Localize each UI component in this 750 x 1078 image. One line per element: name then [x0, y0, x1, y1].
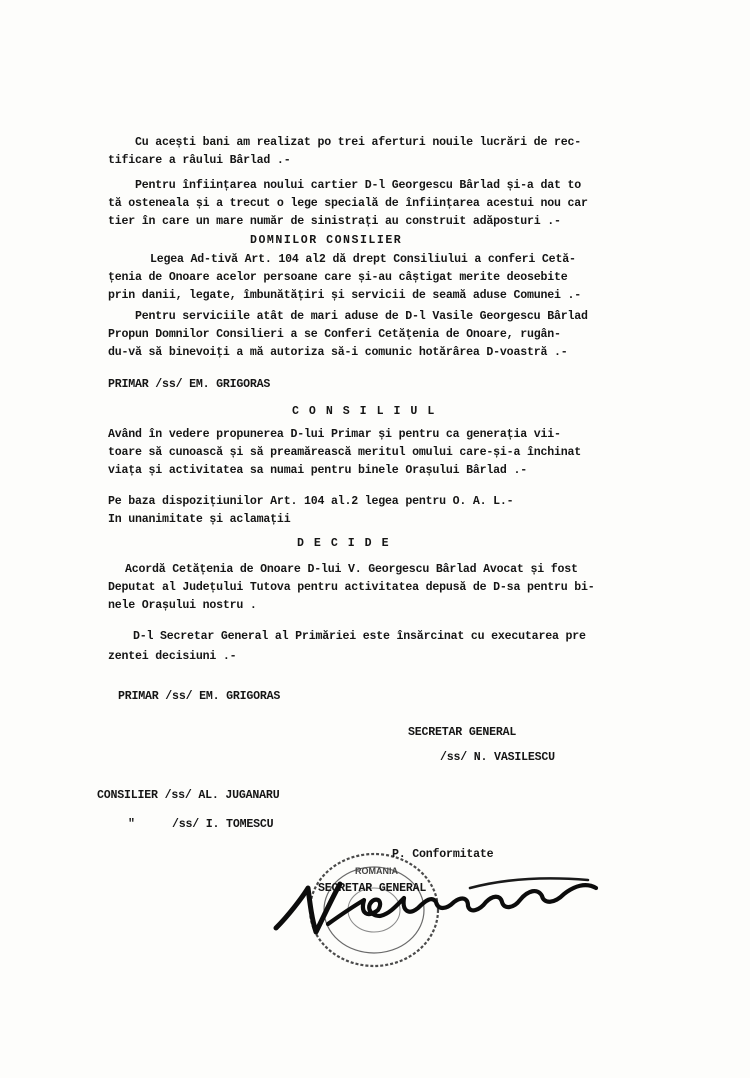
secretar-general-title: SECRETAR GENERAL	[408, 726, 517, 739]
paragraph-line: Propun Domnilor Consilieri a se Conferi Cetățenia de Onoare, rugân-	[108, 328, 561, 341]
paragraph-line: Deputat al Județului Tutova pentru activitatea depusă de D-sa pentru bi-	[108, 581, 595, 594]
paragraph-line: viața și activitatea sa numai pentru binele Orașului Bârlad .-	[108, 464, 527, 477]
consilier-signature-line: /ss/ I. TOMESCU	[172, 818, 274, 831]
paragraph-line: du-vă să binevoiți a mă autoriza să-i comunic hotărârea D-voastră .-	[108, 346, 568, 359]
secretar-general-name: /ss/ N. VASILESCU	[440, 751, 555, 764]
paragraph-line: Pentru înființarea noului cartier D-l Georgescu Bârlad și-a dat to	[135, 179, 581, 192]
paragraph-line: zentei decisiuni .-	[108, 650, 237, 663]
heading-consiliul: C O N S I L I U L	[292, 405, 436, 418]
heading-decide: D E C I D E	[297, 537, 391, 550]
paragraph-line: In unanimitate și aclamații	[108, 513, 291, 526]
seal-text: ROMANIA	[355, 866, 398, 876]
paragraph-line: Cu acești bani am realizat po trei aferturi nouile lucrări de rec-	[135, 136, 581, 149]
paragraph-line: tă osteneala și a trecut o lege specială de înființarea acestui nou car	[108, 197, 588, 210]
paragraph-line: tificare a râului Bârlad .-	[108, 154, 291, 167]
paragraph-line: Pe baza dispozițiunilor Art. 104 al.2 legea pentru O. A. L.-	[108, 495, 514, 508]
primar-signature-line: PRIMAR /ss/ EM. GRIGORAS	[118, 690, 281, 703]
primar-signature-line: PRIMAR /ss/ EM. GRIGORAS	[108, 378, 271, 391]
consilier-signature-line: CONSILIER /ss/ AL. JUGANARU	[97, 789, 280, 802]
paragraph-line: țenia de Onoare acelor persoane care și-au câștigat merite deosebite	[108, 271, 568, 284]
ditto-mark: "	[128, 818, 135, 831]
paragraph-line: nele Orașului nostru .	[108, 599, 257, 612]
paragraph-line: Având în vedere propunerea D-lui Primar și pentru ca generația vii-	[108, 428, 561, 441]
paragraph-line: toare să cunoască și să preamărească meritul omului care-și-a închinat	[108, 446, 582, 459]
handwritten-signature	[270, 858, 610, 948]
heading-domnilor-consilier: DOMNILOR CONSILIER	[250, 234, 403, 247]
conformitate-label: P. Conformitate	[392, 848, 494, 861]
paragraph-line: tier în care un mare număr de sinistrați au construit adăposturi .-	[108, 215, 561, 228]
paragraph-line: Pentru serviciile atât de mari aduse de D-l Vasile Georgescu Bârlad	[135, 310, 588, 323]
paragraph-line: D-l Secretar General al Primăriei este însărcinat cu executarea pre	[133, 630, 586, 643]
paragraph-line: Acordă Cetățenia de Onoare D-lui V. Georgescu Bârlad Avocat și fost	[125, 563, 578, 576]
paragraph-line: prin danii, legate, îmbunătățiri și servicii de seamă aduse Comunei .-	[108, 289, 582, 302]
secretar-general-label: SECRETAR GENERAL	[318, 882, 427, 895]
paragraph-line: Legea Ad-tivă Art. 104 al2 dă drept Consiliului a conferi Cetă-	[150, 253, 576, 266]
